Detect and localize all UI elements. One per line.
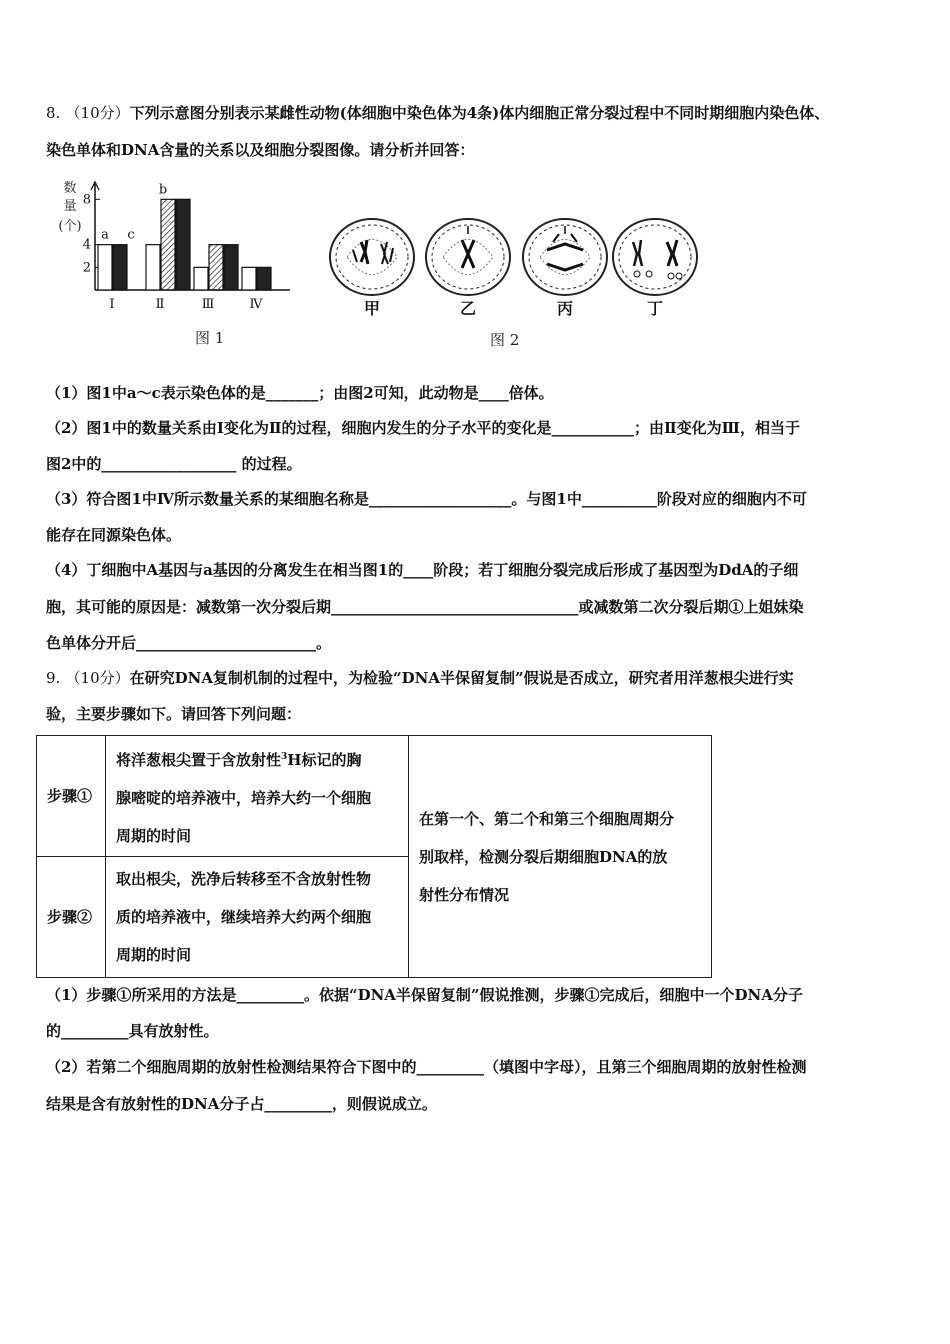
y-tick-label: 2 bbox=[82, 260, 91, 276]
bar-a-2 bbox=[146, 245, 160, 290]
step2-text1: 取出根尖，洗净后转移至不含放射性物 bbox=[116, 870, 372, 888]
figure-2-caption: 图 2 bbox=[490, 331, 520, 349]
cell-label: 丁 bbox=[646, 299, 664, 318]
cell-label: 甲 bbox=[363, 299, 381, 318]
q9-stem-line2: 验，主要步骤如下。请回答下列问题： bbox=[46, 705, 302, 723]
q9-stem-text1: 在研究DNA复制机制的过程中，为检验“DNA半保留复制”假说是否成立，研究者用洋葱根尖进行实 bbox=[129, 669, 794, 687]
x-tick-label: Ⅲ bbox=[201, 297, 215, 312]
x-tick-label: Ⅰ bbox=[109, 297, 115, 312]
q9-part1-line2: 的_________具有放射性。 bbox=[46, 1022, 219, 1040]
cell-label: 乙 bbox=[459, 299, 477, 318]
steps-table bbox=[36, 735, 712, 978]
y-axis-label: (个) bbox=[58, 219, 82, 234]
step2-text2: 质的培养液中，继续培养大约两个细胞 bbox=[116, 908, 372, 926]
series-label-b: b bbox=[158, 182, 168, 198]
sampling-text3: 射性分布情况 bbox=[419, 885, 510, 904]
x-tick-label: Ⅳ bbox=[249, 297, 263, 312]
table-row bbox=[37, 736, 712, 857]
step2-label: 步骤② bbox=[37, 857, 106, 978]
bar-b-3 bbox=[209, 245, 223, 290]
series-label-c: c bbox=[127, 227, 135, 243]
y-axis-label: 量 bbox=[63, 199, 77, 214]
cell-jia bbox=[330, 219, 414, 295]
q9-part2-line1: （2）若第二个细胞周期的放射性检测结果符合下图中的_________（填图中字母），且第三个细胞周期的放射性检测 bbox=[46, 1058, 807, 1076]
q9-part1-line1: （1）步骤①所采用的方法是_________。依据“DNA半保留复制”假说推测，步骤①完成后，细胞中一个DNA分子 bbox=[46, 986, 803, 1004]
cell-ding bbox=[613, 219, 697, 295]
series-label-a: a bbox=[101, 227, 109, 243]
q9-score: （10分） bbox=[65, 669, 130, 687]
q9-number: 9. bbox=[46, 669, 61, 687]
figure-2 bbox=[325, 212, 705, 352]
sampling-text1: 在第一个、第二个和第三个细胞周期分 bbox=[419, 809, 675, 828]
step2-description bbox=[106, 857, 409, 978]
bar-b-2 bbox=[161, 199, 175, 290]
sampling-text2: 别取样，检测分裂后期细胞DNA的放 bbox=[419, 847, 668, 866]
y-tick-label: 8 bbox=[82, 192, 91, 208]
bar-c-4 bbox=[257, 267, 271, 290]
q8-part3-line1: （3）符合图1中Ⅳ所示数量关系的某细胞名称是___________________。与图1中__________阶段对应的细胞内不可 bbox=[46, 490, 807, 508]
bar-a-1 bbox=[98, 245, 112, 290]
q8-part4-line2: 胞，其可能的原因是：减数第一次分裂后期_________________________________或减数第二次分裂后期①上姐妹染 bbox=[46, 598, 804, 616]
step1-description bbox=[106, 736, 409, 857]
figure-1-caption: 图 1 bbox=[195, 329, 225, 347]
step1-text3: 周期的时间 bbox=[116, 826, 192, 845]
q8-part2-line2: 图2中的__________________ 的过程。 bbox=[46, 455, 302, 473]
bar-c-2 bbox=[176, 199, 190, 290]
q9-stem-line1 bbox=[46, 668, 794, 688]
sampling-description bbox=[409, 736, 712, 978]
step1-label: 步骤① bbox=[37, 736, 106, 857]
cell-label: 丙 bbox=[556, 299, 574, 318]
y-axis-label: 数 bbox=[63, 181, 77, 196]
step1-text2: 腺嘧啶的培养液中，培养大约一个细胞 bbox=[116, 788, 372, 807]
step1-text1: 将洋葱根尖置于含放射性 bbox=[116, 750, 282, 769]
q8-part4-line1: （4）丁细胞中A基因与a基因的分离发生在相当图1的____阶段；若丁细胞分裂完成后形成了基因型为DdA的子细 bbox=[46, 561, 799, 579]
q8-part1: （1）图1中a～c表示染色体的是_______；由图2可知，此动物是____倍体。 bbox=[46, 384, 554, 402]
bar-a-3 bbox=[194, 267, 208, 290]
q8-part2-line1: （2）图1中的数量关系由Ⅰ变化为Ⅱ的过程，细胞内发生的分子水平的变化是___________；由Ⅱ变化为Ⅲ，相当于 bbox=[46, 419, 800, 437]
cell-yi bbox=[426, 219, 510, 295]
figure-1 bbox=[50, 180, 300, 350]
bar-c-1 bbox=[113, 245, 127, 290]
cell-division-images bbox=[325, 212, 705, 322]
q8-stem-line1 bbox=[46, 103, 829, 123]
cell-bing bbox=[523, 219, 607, 295]
bar-c-3 bbox=[224, 245, 238, 290]
q8-part4-line3: 色单体分开后________________________。 bbox=[46, 634, 332, 652]
q8-number: 8. bbox=[46, 104, 61, 122]
q8-stem-line2: 染色单体和DNA含量的关系以及细胞分裂图像。请分析并回答： bbox=[46, 141, 475, 159]
q9-part2-line2: 结果是含有放射性的DNA分子占_________，则假说成立。 bbox=[46, 1095, 437, 1113]
step1-text1b: H标记的胸 bbox=[287, 750, 362, 769]
q8-stem-text1: 下列示意图分别表示某雌性动物(体细胞中染色体为4条)体内细胞正常分裂过程中不同时期细胞内染色体、 bbox=[129, 104, 830, 122]
q8-part3-line2: 能存在同源染色体。 bbox=[46, 526, 182, 544]
bar-chart bbox=[50, 180, 300, 315]
step1-superscript: 3 bbox=[281, 751, 288, 762]
step2-text3: 周期的时间 bbox=[116, 946, 192, 964]
q8-score: （10分） bbox=[65, 104, 130, 122]
x-tick-label: Ⅱ bbox=[155, 297, 165, 312]
bar-a-4 bbox=[242, 267, 256, 290]
y-tick-label: 4 bbox=[82, 237, 91, 253]
